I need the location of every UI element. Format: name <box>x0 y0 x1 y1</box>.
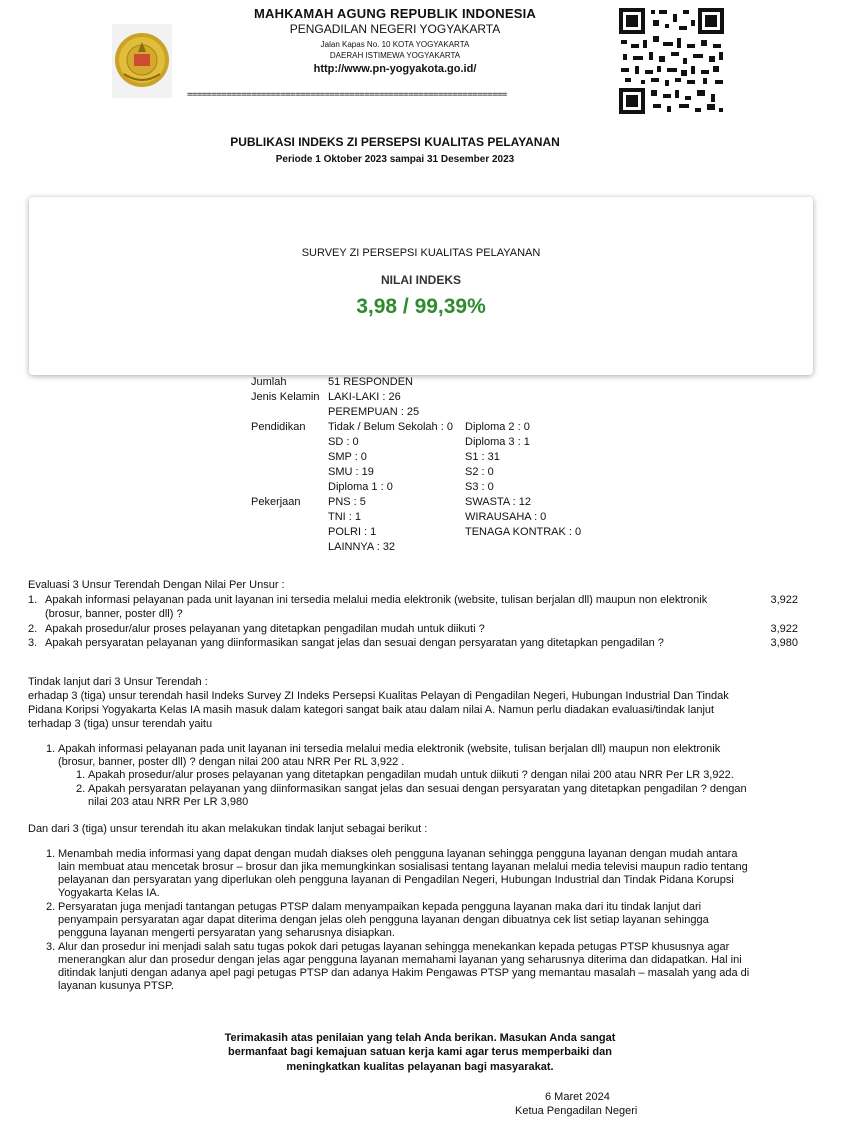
evaluation-value: 3,922 <box>770 623 798 635</box>
action-text: Persyaratan juga menjadi tantangan petugas PTSP dalam menyampaikan kepada pengguna layanan maka dari itu tindak lanjut dari <box>58 901 702 913</box>
education-item: Diploma 1 : 0 <box>328 481 393 493</box>
jumlah-value: 51 RESPONDEN <box>328 376 413 388</box>
address-line-1: Jalan Kapas No. 10 KOTA YOGYAKARTA <box>320 40 470 49</box>
followup-item: Apakah persyaratan pelayanan yang diinformasikan sangat jelas dan sesuai dengan persyaratan yang ditetapkan pengadilan ? dengan <box>88 783 747 795</box>
action-text: layanan kusunya PTSP. <box>58 980 174 992</box>
signer-title: Ketua Pengadilan Negeri <box>515 1105 638 1117</box>
job-item: TENAGA KONTRAK : 0 <box>465 526 582 538</box>
action-text: Alur dan prosedur ini menjadi salah satu tugas pokok dari petugas layanan sehingga menekankan kepada petugas PTSP khususnya agar <box>58 941 730 953</box>
education-item: Diploma 2 : 0 <box>465 421 530 433</box>
education-item: Diploma 3 : 1 <box>465 436 530 448</box>
header-divider: ================================================================= <box>187 90 507 100</box>
publication-period: Periode 1 Oktober 2023 sampai 31 Desember 2023 <box>275 154 515 165</box>
evaluation-num: 2. <box>28 623 38 635</box>
job-item: WIRAUSAHA : 0 <box>465 511 547 523</box>
evaluation-value: 3,980 <box>770 637 798 649</box>
evaluation-text: Apakah informasi pelayanan pada unit layanan ini tersedia melalui media elektronik (website, tulisan berjalan dll) maupun non elektronik <box>45 594 708 606</box>
job-label: Pekerjaan <box>251 496 301 508</box>
followup-item: Apakah prosedur/alur proses pelayanan yang ditetapkan pengadilan mudah untuk diikuti ? dengan nilai 200 atau NRR Per LR 3,922. <box>88 769 734 781</box>
action-text: Yogyakarta Kelas IA. <box>58 887 160 899</box>
action-text: penyampain persyaratan agar dapat diterima dengan jelas oleh pengguna layanan dengan dibuatnya cek list setiap layanan sehingga <box>58 914 709 926</box>
jumlah-label: Jumlah <box>251 376 287 388</box>
followup-item: Apakah informasi pelayanan pada unit layanan ini tersedia melalui media elektronik (website, tulisan berjalan dll) maupun non elektronik <box>58 743 721 755</box>
job-item: POLRI : 1 <box>328 526 377 538</box>
evaluation-text: (brosur, banner, poster dll) ? <box>45 608 183 620</box>
followup-heading: Tindak lanjut dari 3 Unsur Terendah : <box>28 676 208 688</box>
address-line-2: DAERAH ISTIMEWA YOGYAKARTA <box>329 51 461 60</box>
gender-female: PEREMPUAN : 25 <box>328 406 420 418</box>
index-label: NILAI INDEKS <box>380 273 461 287</box>
evaluation-num: 1. <box>28 594 38 606</box>
followup-num: 1. <box>46 743 56 755</box>
followup-intro: Pidana Koripsi Yogyakarta Kelas IA masih masuk dalam kategori sangat baik atau dalam nilai A. Namun perlu diadakan evaluasi/tindak lanjut <box>28 704 715 716</box>
gender-male: LAKI-LAKI : 26 <box>328 391 401 403</box>
followup-item: (brosur, banner, poster dll) ? dengan nilai 200 atau NRR Per RL 3,922 . <box>58 756 405 768</box>
action-num: 2. <box>46 901 56 913</box>
followup-item: nilai 203 atau NRR Per LR 3,980 <box>88 796 249 808</box>
action-text: Menambah media informasi yang dapat dengan mudah diakses oleh pengguna layanan sehingga pengguna layanan dengan mudah antara <box>58 848 738 860</box>
action-text: menerangkan alur dan prosedur dengan jelas agar pengguna layanan memahami layanan yang seharusnya diterima dan didapatkan. Hal ini <box>58 954 742 966</box>
actions-heading: Dan dari 3 (tiga) unsur terendah itu akan melakukan tindak lanjut sebagai berikut : <box>28 823 428 835</box>
action-num: 1. <box>46 848 56 860</box>
job-item: LAINNYA : 32 <box>328 541 396 553</box>
court-seal-icon <box>112 24 172 98</box>
qr-code-icon <box>613 4 730 118</box>
education-item: SMP : 0 <box>328 451 367 463</box>
job-item: PNS : 5 <box>328 496 366 508</box>
action-num: 3. <box>46 941 56 953</box>
index-card <box>29 197 813 375</box>
website-link[interactable]: http://www.pn-yogyakota.go.id/ <box>313 63 477 75</box>
publication-title: PUBLIKASI INDEKS ZI PERSEPSI KUALITAS PELAYANAN <box>230 135 560 149</box>
followup-num: 2. <box>76 783 86 795</box>
thank-you-line: bermanfaat bagi kemajuan satuan kerja kami agar terus memperbaiki dan <box>228 1046 612 1059</box>
thank-you-message <box>180 1031 660 1074</box>
court-name: PENGADILAN NEGERI YOGYAKARTA <box>289 22 501 36</box>
evaluation-value: 3,922 <box>770 594 798 606</box>
evaluation-text: Apakah persyaratan pelayanan yang diinformasikan sangat jelas dan sesuai dengan persyaratan yang ditetapkan pengadilan ? <box>45 637 664 649</box>
evaluation-num: 3. <box>28 637 38 649</box>
evaluation-heading: Evaluasi 3 Unsur Terendah Dengan Nilai Per Unsur : <box>28 579 285 591</box>
survey-title: SURVEY ZI PERSEPSI KUALITAS PELAYANAN <box>301 247 541 259</box>
thank-you-line: Terimakasih atas penilaian yang telah Anda berikan. Masukan Anda sangat <box>224 1032 616 1044</box>
job-item: SWASTA : 12 <box>465 496 532 508</box>
education-item: S1 : 31 <box>465 451 500 463</box>
action-text: lain membuat atau mencetak brosur – brosur dan jika memungkinkan sosialisasi tentang layanan melalui media televisi maupun radio tentang <box>58 861 748 873</box>
followup-intro: terhadap 3 (tiga) unsur terendah yaitu <box>28 718 213 730</box>
action-text: pelayanan dan persyaratan yang diperlukan oleh pengguna layanan di Pengadilan Negeri, Hubungan Industrial dan Tindak Pidana Korupsi <box>58 874 734 886</box>
education-item: S3 : 0 <box>465 481 494 493</box>
education-item: S2 : 0 <box>465 466 494 478</box>
action-text: pengguna layanan mengerti persyaratan yang seharusnya disiapkan. <box>58 927 395 939</box>
thank-you-line: meningkatkan kualitas pelayanan bagi masyarakat. <box>286 1060 554 1073</box>
education-label: Pendidikan <box>251 421 306 433</box>
gender-label: Jenis Kelamin <box>251 391 320 403</box>
action-text: ditindak lanjuti dengan adanya apel pagi petugas PTSP dan adanya Hakim Pengawas PTSP yang memantau masalah – masalah yang ada di <box>58 967 750 979</box>
index-value: 3,98 / 99,39% <box>356 295 486 318</box>
education-item: Tidak / Belum Sekolah : 0 <box>328 421 453 433</box>
org-name: MAHKAMAH AGUNG REPUBLIK INDONESIA <box>253 6 536 21</box>
evaluation-text: Apakah prosedur/alur proses pelayanan yang ditetapkan pengadilan mudah untuk diikuti ? <box>45 623 485 635</box>
education-item: SD : 0 <box>328 436 359 448</box>
followup-num: 1. <box>76 769 86 781</box>
education-item: SMU : 19 <box>328 466 374 478</box>
job-item: TNI : 1 <box>328 511 362 523</box>
followup-intro: erhadap 3 (tiga) unsur terendah hasil Indeks Survey ZI Indeks Persepsi Kualitas Pelayan di Pengadilan Negeri, Hubungan Industrial Dan Tindak <box>28 690 729 702</box>
signature-date: 6 Maret 2024 <box>545 1091 610 1103</box>
